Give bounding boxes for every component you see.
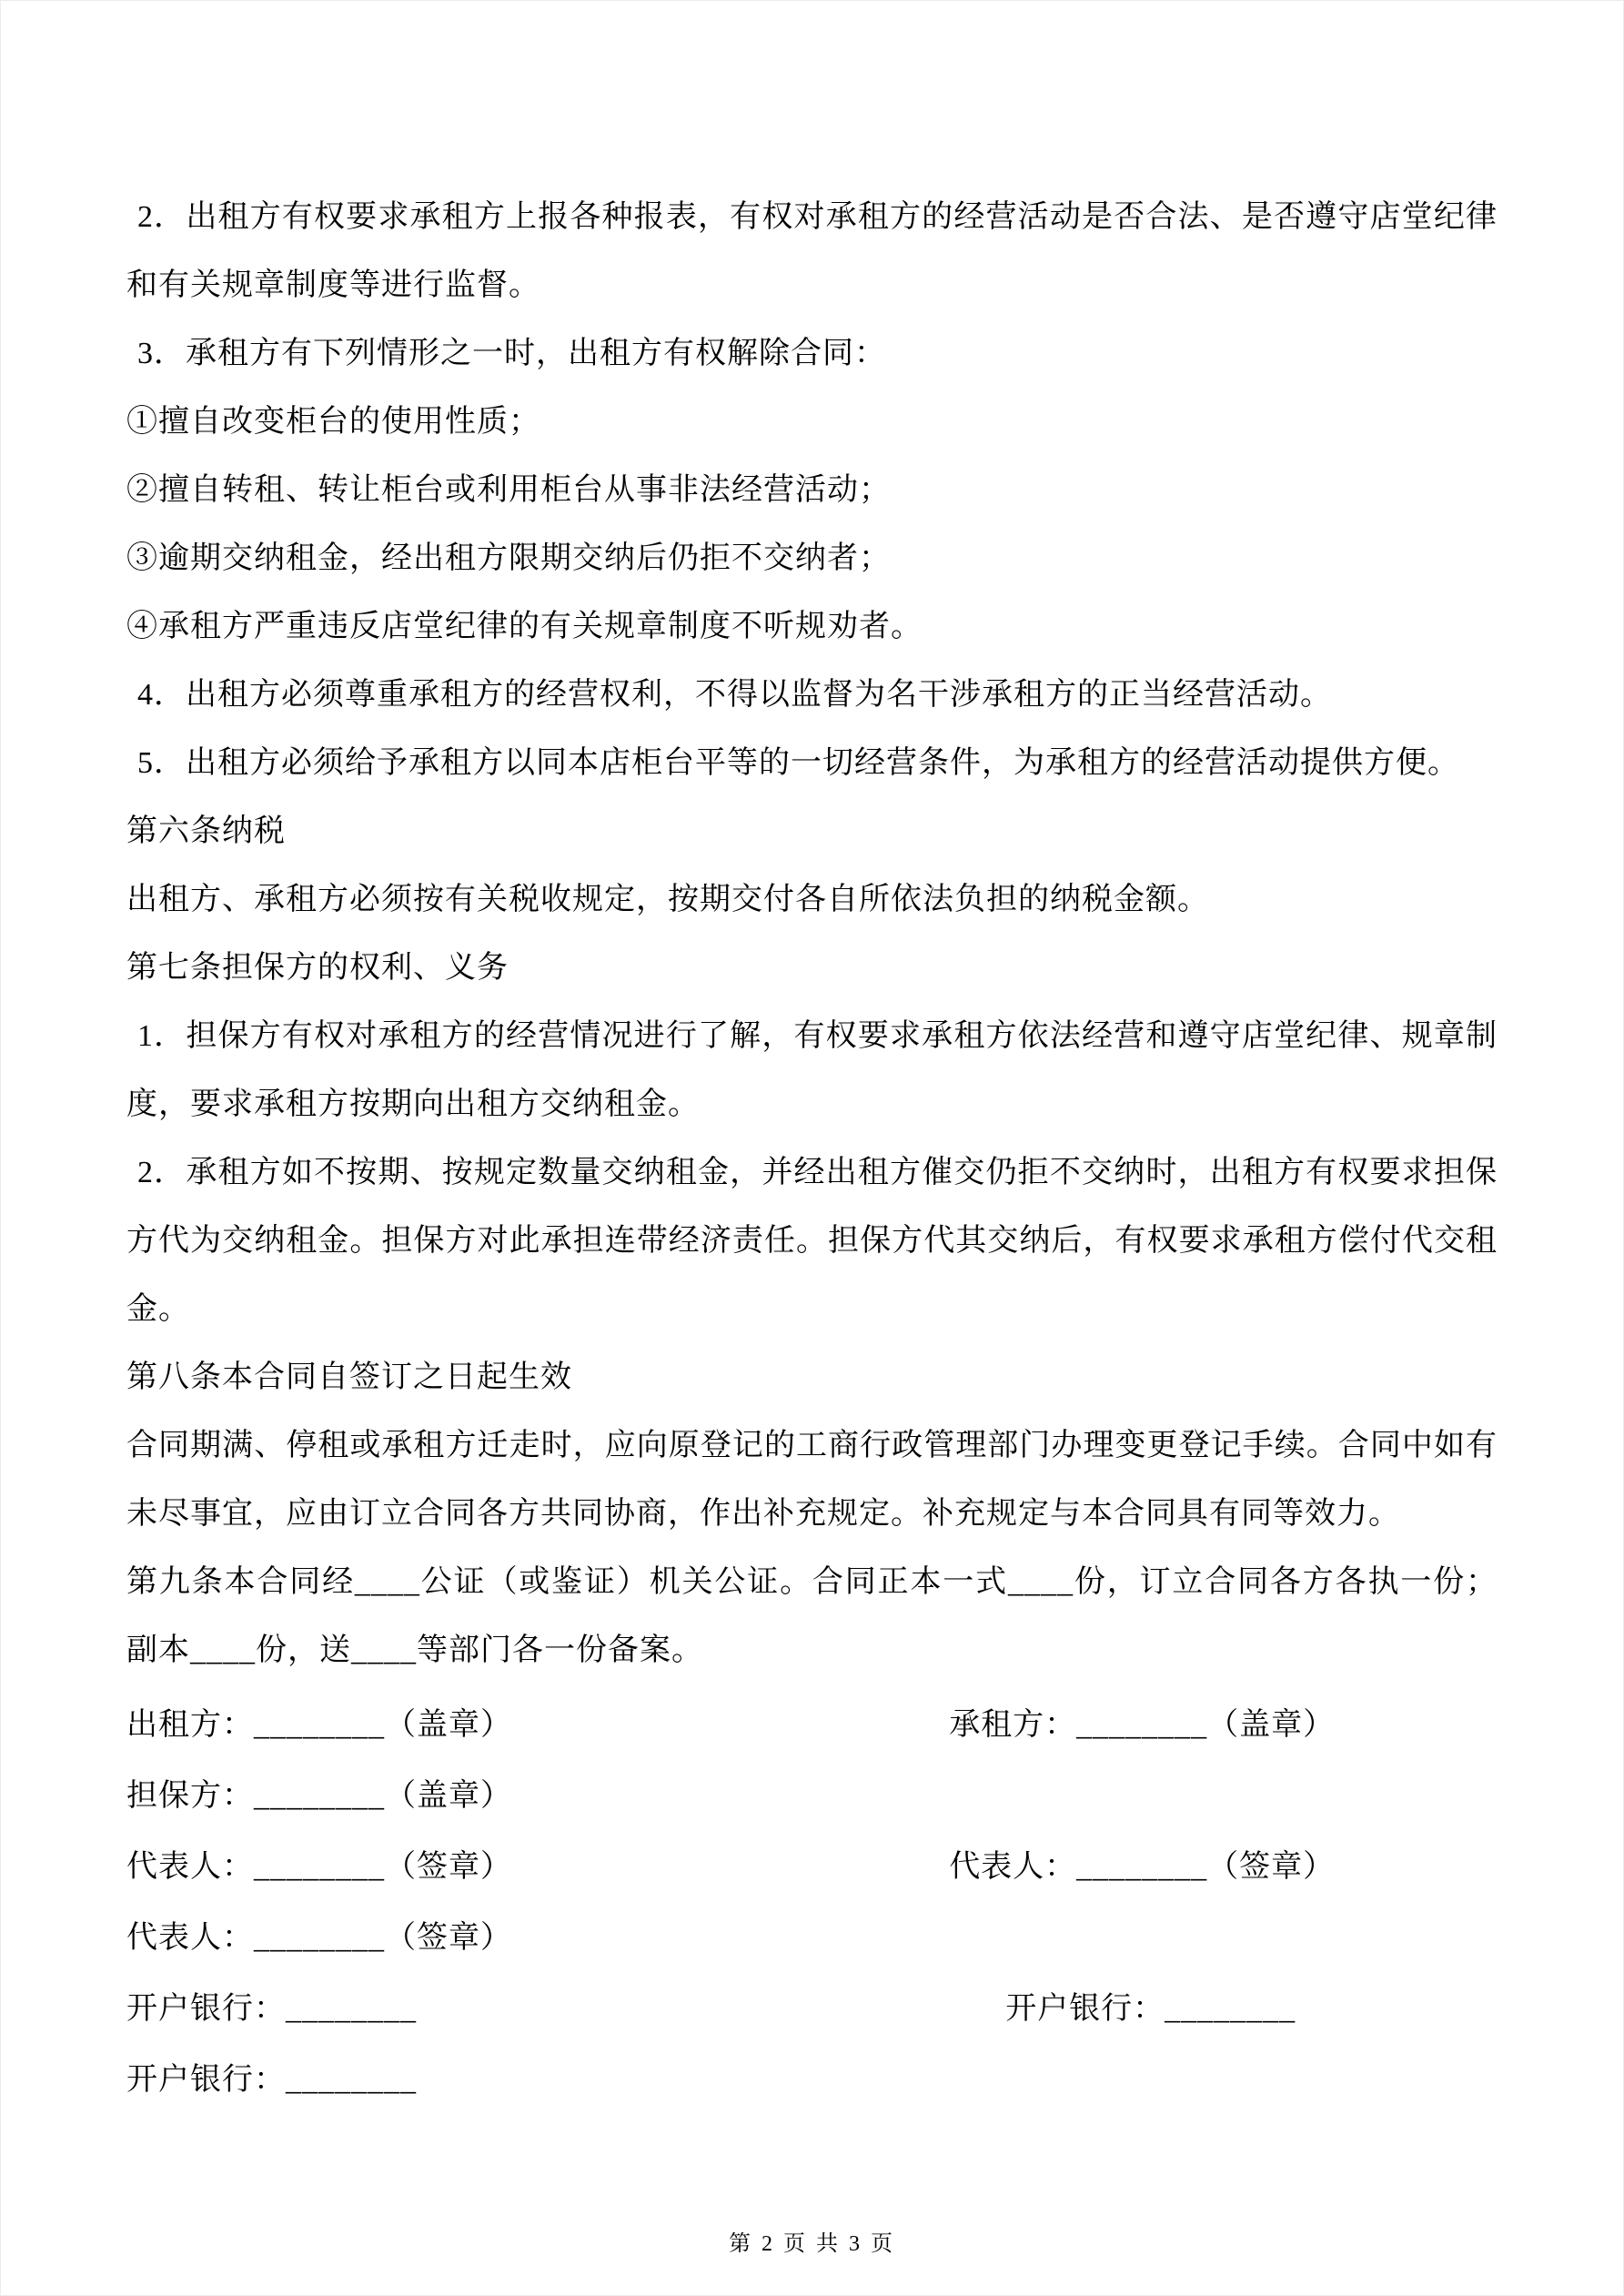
paragraph: 合同期满、停租或承租方迁走时，应向原登记的工商行政管理部门办理变更登记手续。合同中如有未尽事宜，应由订立合同各方共同协商，作出补充规定。补充规定与本合同具有同等效力。 <box>126 1429 1498 1531</box>
clause-heading: 第八条本合同自签订之日起生效 <box>126 1360 572 1394</box>
paragraph: 1．担保方有权对承租方的经营情况进行了解，有权要求承租方依法经营和遵守店堂纪律、规章制度，要求承租方按期向出租方交纳租金。 <box>126 1019 1498 1121</box>
signature-row <box>126 1690 1498 1761</box>
clause-heading: 第七条担保方的权利、义务 <box>126 951 509 985</box>
bank-line: 开户银行：________ <box>126 1992 417 2026</box>
lessee-signature-line: 承租方：________（盖章） <box>949 1708 1336 1742</box>
clause-heading: 第六条纳税 <box>126 814 286 848</box>
document-body <box>1 1 1623 2116</box>
signature-row <box>126 1761 1498 1832</box>
paragraph: ③逾期交纳租金，经出租方限期交纳后仍拒不交纳者； <box>126 541 891 575</box>
paragraph: 5．出租方必须给予承租方以同本店柜台平等的一切经营条件，为承租方的经营活动提供方便。 <box>137 746 1459 780</box>
signature-row <box>126 2045 1498 2116</box>
lessor-signature-line: 出租方：________（盖章） <box>126 1708 512 1742</box>
paragraph: 出租方、承租方必须按有关税收规定，按期交付各自所依法负担的纳税金额。 <box>126 883 1209 916</box>
paragraph: 4．出租方必须尊重承租方的经营权利，不得以监督为名干涉承租方的正当经营活动。 <box>137 678 1332 712</box>
paragraph: 2．承租方如不按期、按规定数量交纳租金，并经出租方催交仍拒不交纳时，出租方有权要求担保方代为交纳租金。担保方对此承担连带经济责任。担保方代其交纳后，有权要求承租方偿付代交租金。 <box>126 1156 1498 1326</box>
page-footer: 第 2 页 共 3 页 <box>729 2232 895 2256</box>
signature-line-empty <box>949 1903 1498 1974</box>
bank-line: 开户银行：________ <box>1005 1992 1296 2026</box>
paragraph: ②擅自转租、转让柜台或利用柜台从事非法经营活动； <box>126 473 891 507</box>
signature-row <box>126 1903 1498 1974</box>
representative-signature-line: 代表人：________（签章） <box>126 1850 512 1884</box>
signature-line-empty <box>949 2045 1498 2116</box>
paragraph: 2．出租方有权要求承租方上报各种报表，有权对承租方的经营活动是否合法、是否遵守店堂纪律和有关规章制度等进行监督。 <box>126 200 1498 302</box>
signature-row <box>126 1974 1498 2045</box>
representative-signature-line: 代表人：________（签章） <box>126 1921 512 1955</box>
paragraph: 第九条本合同经____公证（或鉴证）机关公证。合同正本一式____份，订立合同各方各执一份；副本____份，送____等部门各一份备案。 <box>126 1565 1498 1667</box>
signature-block <box>126 1690 1498 2116</box>
signature-line-empty <box>949 1761 1498 1832</box>
signature-row <box>126 1832 1498 1903</box>
paragraph: ①擅自改变柜台的使用性质； <box>126 405 540 439</box>
guarantor-signature-line: 担保方：________（盖章） <box>126 1779 512 1813</box>
bank-line: 开户银行：________ <box>126 2063 417 2097</box>
representative-signature-line: 代表人：________（签章） <box>949 1850 1336 1884</box>
paragraph: ④承租方严重违反店堂纪律的有关规章制度不听规劝者。 <box>126 610 923 643</box>
paragraph: 3．承租方有下列情形之一时，出租方有权解除合同： <box>137 337 886 370</box>
